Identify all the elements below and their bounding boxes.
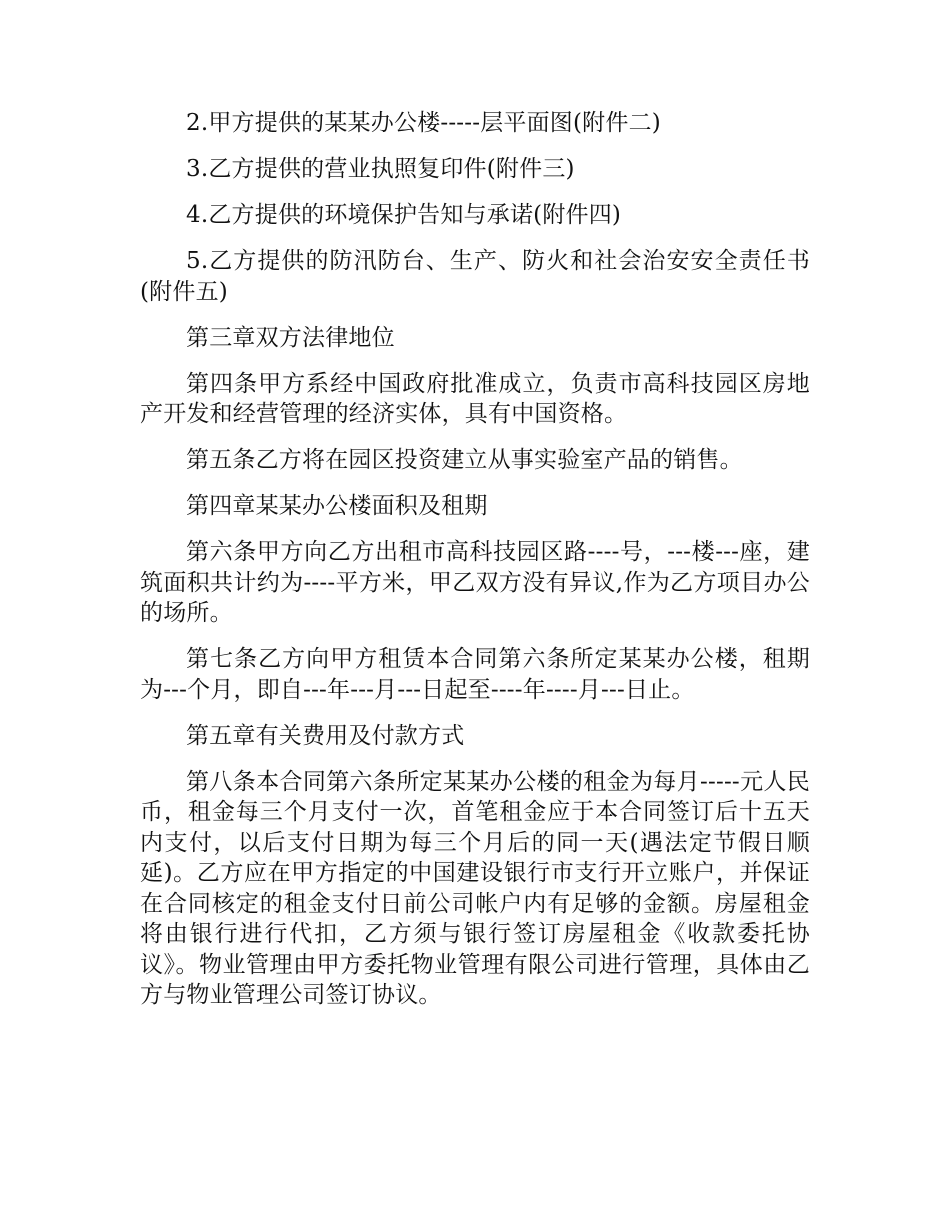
- document-page: [140, 108, 810, 1026]
- article-6: 第六条甲方向乙方出租市高科技园区路----号，---楼---座，建筑面积共计约为----平方米，甲乙双方没有异议,作为乙方项目办公的场所。: [140, 539, 810, 626]
- article-4: 第四条甲方系经中国政府批准成立，负责市高科技园区房地产开发和经营管理的经济实体，具有中国资格。: [140, 370, 810, 427]
- article-7: 第七条乙方向甲方租赁本合同第六条所定某某办公楼，租期为---个月，即自---年---月---日起至----年----月---日止。: [140, 646, 810, 703]
- paragraph-attachment-5: 5.乙方提供的防汛防台、生产、防火和社会治安安全责任书(附件五): [140, 248, 810, 305]
- article-8: 第八条本合同第六条所定某某办公楼的租金为每月-----元人民币，租金每三个月支付一次，首笔租金应于本合同签订后十五天内支付，以后支付日期为每三个月后的同一天(遇法定节假日顺延)。乙方应在甲方指定的中国建设银行市支行开立账户，并保证在合同核定的租金支付日前公司帐户内有足够的金额。房屋租金将由银行进行代扣，乙方须与银行签订房屋租金《收款委托协议》。物业管理由甲方委托物业管理有限公司进行管理，具体由乙方与物业管理公司签订协议。: [140, 768, 810, 1008]
- paragraph-attachment-2: 2.甲方提供的某某办公楼-----层平面图(附件二): [186, 110, 661, 136]
- chapter-5-heading: 第五章有关费用及付款方式: [186, 722, 465, 749]
- chapter-4-heading: 第四章某某办公楼面积及租期: [186, 493, 488, 519]
- article-5: 第五条乙方将在园区投资建立从事实验室产品的销售。: [186, 447, 743, 473]
- paragraph-attachment-3: 3.乙方提供的营业执照复印件(附件三): [186, 156, 575, 182]
- chapter-3-heading: 第三章双方法律地位: [186, 324, 395, 351]
- paragraph-attachment-4: 4.乙方提供的环境保护告知与承诺(附件四): [186, 202, 622, 228]
